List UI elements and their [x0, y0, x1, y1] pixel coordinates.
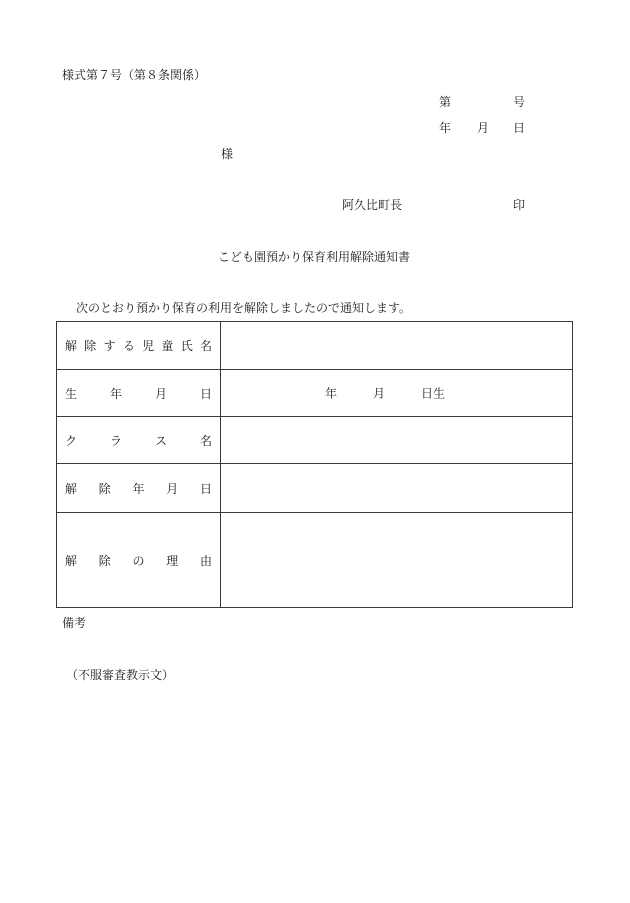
value-class-name: [221, 417, 573, 464]
table-row: [57, 513, 573, 608]
value-birthdate: [221, 370, 573, 417]
doc-number-suffix: 号: [513, 95, 526, 109]
label-birthdate: 生 年 月 日: [57, 370, 221, 417]
form-number: 様式第７号（第８条関係）: [62, 68, 207, 82]
label-child-name: 解 除 す る 児 童 氏 名: [57, 322, 221, 370]
issue-date-month: 月: [477, 121, 490, 135]
table-row: [57, 370, 573, 417]
appeal-notice: （不服審査教示文）: [66, 668, 175, 682]
document-title: こども園預かり保育利用解除通知書: [218, 250, 411, 264]
doc-number-prefix: 第: [439, 95, 452, 109]
issue-date-day: 日: [513, 121, 526, 135]
seal-mark: 印: [513, 198, 526, 212]
birth-month-unit: 月: [373, 386, 386, 401]
notice-table: [56, 321, 573, 608]
addressee-honorific: 様: [221, 147, 234, 161]
intro-text: 次のとおり預かり保育の利用を解除しましたので通知します。: [76, 301, 412, 315]
value-child-name: [221, 322, 573, 370]
value-cancel-date: [221, 464, 573, 513]
label-cancel-date: 解 除 年 月 日: [57, 464, 221, 513]
issuer-name: 阿久比町長: [342, 198, 403, 212]
label-class-name: ク ラ ス 名: [57, 417, 221, 464]
table-row: [57, 417, 573, 464]
table-row: [57, 322, 573, 370]
remarks-label: 備考: [62, 616, 87, 630]
birth-year-unit: 年: [325, 386, 338, 401]
label-cancel-reason: 解 除 の 理 由: [57, 513, 221, 608]
value-cancel-reason: [221, 513, 573, 608]
birth-day-unit: 日生: [421, 386, 446, 401]
table-row: [57, 464, 573, 513]
issue-date-year: 年: [439, 121, 452, 135]
